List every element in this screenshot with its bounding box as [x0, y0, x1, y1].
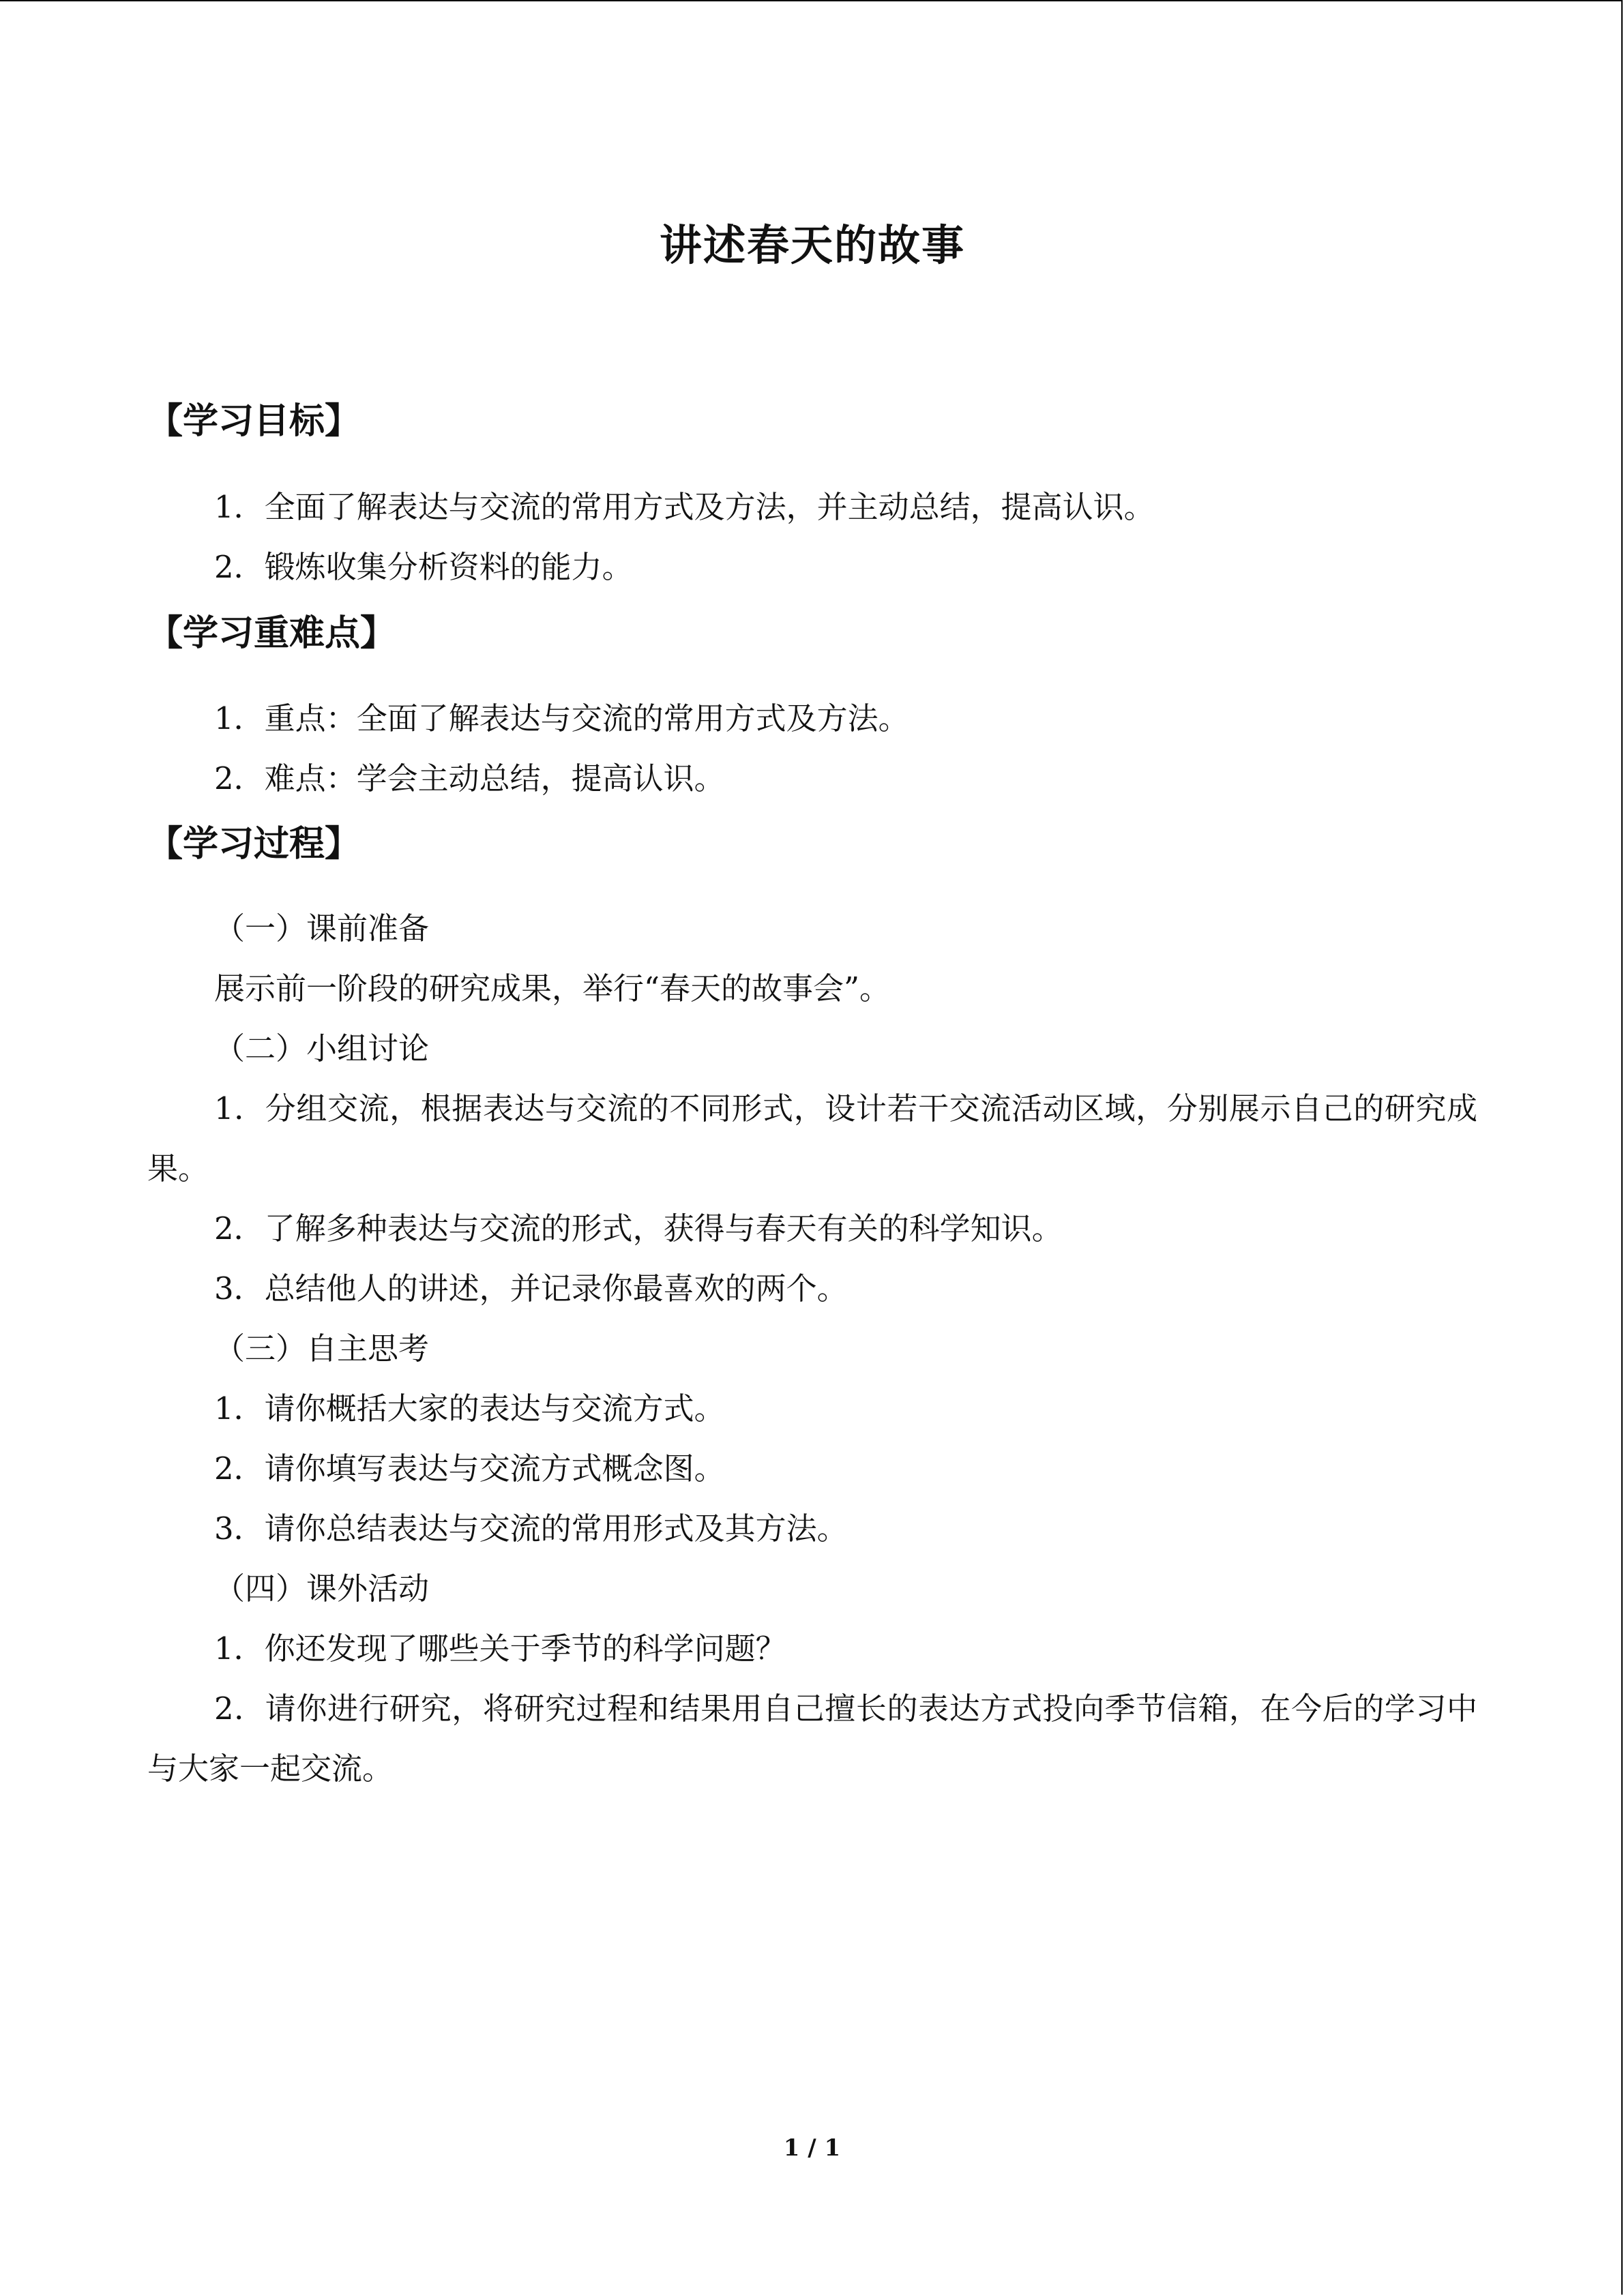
page-number: 1 / 1: [783, 2134, 841, 2162]
key-point-item: 2．难点：学会主动总结，提高认识。: [214, 760, 725, 796]
goal-item: 2．锻炼收集分析资料的能力。: [214, 549, 633, 585]
section-heading-goals: 【学习目标】: [147, 400, 361, 442]
process-part-title: （二）小组讨论: [214, 1030, 430, 1067]
process-part-title: （三）自主思考: [214, 1330, 430, 1367]
process-item: 1．请你概括大家的表达与交流方式。: [214, 1390, 725, 1427]
section-heading-process: 【学习过程】: [147, 823, 361, 865]
process-item: 1．你还发现了哪些关于季节的科学问题？: [214, 1630, 786, 1667]
key-point-item: 1．重点：全面了解表达与交流的常用方式及方法。: [214, 700, 909, 736]
process-part-title: （四）课外活动: [214, 1570, 430, 1607]
process-item: 2．请你填写表达与交流方式概念图。: [214, 1450, 725, 1487]
process-item: 3．总结他人的讲述，并记录你最喜欢的两个。: [214, 1270, 848, 1307]
process-item: 3．请你总结表达与交流的常用形式及其方法。: [214, 1510, 848, 1547]
process-item: 2．请你进行研究，将研究过程和结果用自己擅长的表达方式投向季节信箱，在今后的学习中与大家一起交流。: [147, 1690, 1477, 1787]
document-title: 讲述春天的故事: [659, 220, 965, 270]
section-heading-key-points: 【学习重难点】: [147, 612, 396, 654]
process-item: 1．分组交流，根据表达与交流的不同形式，设计若干交流活动区域，分别展示自己的研究成果。: [147, 1090, 1477, 1187]
process-item: 2．了解多种表达与交流的形式，获得与春天有关的科学知识。: [214, 1210, 1063, 1247]
goal-item: 1．全面了解表达与交流的常用方式及方法，并主动总结，提高认识。: [214, 489, 1155, 525]
process-part-title: （一）课前准备: [214, 910, 430, 946]
process-text: 展示前一阶段的研究成果，举行“春天的故事会”。: [214, 970, 891, 1007]
